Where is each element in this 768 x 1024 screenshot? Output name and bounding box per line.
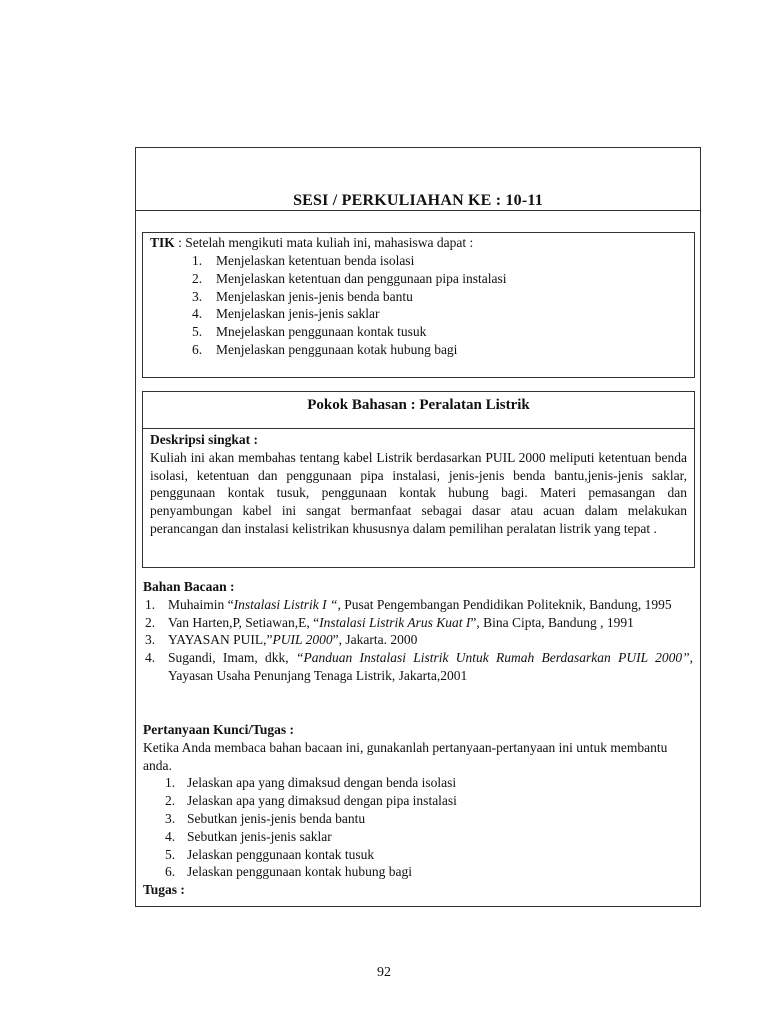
list-number: 5. — [192, 324, 203, 340]
list-number: 6. — [192, 341, 203, 357]
list-item — [143, 810, 693, 828]
list-number: 1. — [192, 253, 203, 268]
reference-title: “Panduan Instalasi Listrik Untuk Rumah Berdasarkan PUIL 2000” — [295, 650, 690, 666]
list-item — [150, 341, 507, 359]
list-text: Jelaskan penggunaan kontak tusuk — [187, 846, 375, 862]
list-number: 6. — [165, 864, 176, 880]
deskripsi-box — [142, 428, 695, 568]
list-item — [150, 288, 507, 306]
list-item — [150, 270, 507, 288]
reference-author: Van Harten,P, Setiawan,E, “ — [168, 614, 320, 630]
list-number: 1. — [145, 596, 156, 612]
list-number: 4. — [192, 306, 203, 322]
reference-item — [143, 649, 693, 685]
list-text: Menjelaskan ketentuan dan penggunaan pipa instalasi — [216, 270, 507, 286]
bahan-bacaan-heading: Bahan Bacaan : — [143, 579, 235, 594]
bahan-bacaan-section — [143, 578, 693, 685]
list-text: Jelaskan apa yang dimaksud dengan pipa instalasi — [187, 793, 457, 809]
list-item — [143, 774, 693, 792]
list-item — [143, 792, 693, 810]
reference-item — [143, 596, 693, 614]
session-frame — [135, 147, 701, 907]
reference-publisher: , Yayasan Usaha Penunjang Tenaga Listrik, Jakarta,2001 — [168, 650, 693, 683]
session-title: SESI / PERKULIAHAN KE : 10-11 — [293, 192, 543, 209]
tik-box — [142, 232, 695, 378]
list-number: 3. — [165, 810, 176, 826]
page-number: 92 — [377, 965, 391, 980]
question-list — [143, 774, 693, 881]
list-text: Menjelaskan jenis-jenis benda bantu — [216, 288, 413, 304]
reference-item — [143, 614, 693, 632]
list-number: 1. — [165, 775, 176, 791]
tik-intro — [150, 234, 473, 252]
reference-list — [143, 596, 693, 685]
deskripsi-heading: Deskripsi singkat : — [150, 432, 259, 447]
reference-title: Instalasi Listrik Arus Kuat I — [319, 614, 471, 630]
title-divider — [136, 210, 700, 211]
pokok-bahasan-title: Pokok Bahasan : Peralatan Listrik — [142, 391, 695, 429]
list-item — [150, 252, 507, 270]
reference-author: Sugandi, Imam, dkk, — [168, 650, 296, 666]
pertanyaan-heading: Pertanyaan Kunci/Tugas : — [143, 722, 295, 737]
reference-title: Instalasi Listrik I “, — [233, 596, 341, 612]
list-number: 4. — [165, 828, 176, 844]
list-item — [143, 863, 693, 881]
list-text: Jelaskan penggunaan kontak hubung bagi — [187, 864, 412, 880]
reference-title: PUIL 2000 — [272, 632, 333, 648]
reference-author: Muhaimin “ — [168, 596, 234, 612]
pertanyaan-section — [143, 721, 693, 899]
tugas-label: Tugas : — [143, 882, 185, 898]
pertanyaan-intro: Ketika Anda membaca bahan bacaan ini, gunakanlah pertanyaan-pertanyaan ini untuk membantu anda. — [143, 739, 668, 773]
list-number: 2. — [165, 793, 176, 809]
reference-publisher: ”, Jakarta. 2000 — [332, 632, 418, 648]
list-number: 2. — [192, 270, 203, 286]
list-text: Mnejelaskan penggunaan kontak tusuk — [216, 324, 427, 340]
reference-author: YAYASAN PUIL,” — [168, 632, 273, 648]
list-text: Menjelaskan penggunaan kotak hubung bagi — [216, 341, 458, 357]
list-number: 3. — [145, 632, 156, 648]
list-text: Jelaskan apa yang dimaksud dengan benda isolasi — [187, 775, 457, 791]
tik-list — [150, 252, 507, 359]
list-item — [150, 305, 507, 323]
list-text: Menjelaskan jenis-jenis saklar — [216, 306, 380, 322]
tik-label: TIK — [150, 235, 175, 250]
list-text: Menjelaskan ketentuan benda isolasi — [216, 253, 415, 268]
list-item — [143, 828, 693, 846]
list-number: 2. — [145, 614, 156, 630]
list-text: Sebutkan jenis-jenis saklar — [187, 828, 332, 844]
tik-intro-text: : Setelah mengikuti mata kuliah ini, mahasiswa dapat : — [174, 235, 474, 250]
list-item — [143, 846, 693, 864]
list-text: Sebutkan jenis-jenis benda bantu — [187, 810, 366, 826]
reference-publisher: Pusat Pengembangan Pendidikan Politeknik, Bandung, 1995 — [340, 596, 672, 612]
reference-item — [143, 631, 693, 649]
list-item — [150, 323, 507, 341]
deskripsi-body: Kuliah ini akan membahas tentang kabel Listrik berdasarkan PUIL 2000 meliputi ketentuan benda isolasi, ketentuan dan penggunaan pipa instalasi, jenis-jenis benda bantu,jenis-jenis saklar, penggunaan kontak tusuk, penggunaan kontak hubung bagi. Materi pemasangan dan penyambungan kabel ini sangat bermanfaat sebagai dasar atau acuan dalam melakukan perancangan dan instalasi kelistrikan khususnya dalam pemilihan peralatan listrik yang tepat . — [150, 449, 687, 536]
list-number: 5. — [165, 846, 176, 862]
list-number: 4. — [145, 650, 156, 666]
list-number: 3. — [192, 288, 203, 304]
reference-publisher: ”, Bina Cipta, Bandung , 1991 — [470, 614, 634, 630]
